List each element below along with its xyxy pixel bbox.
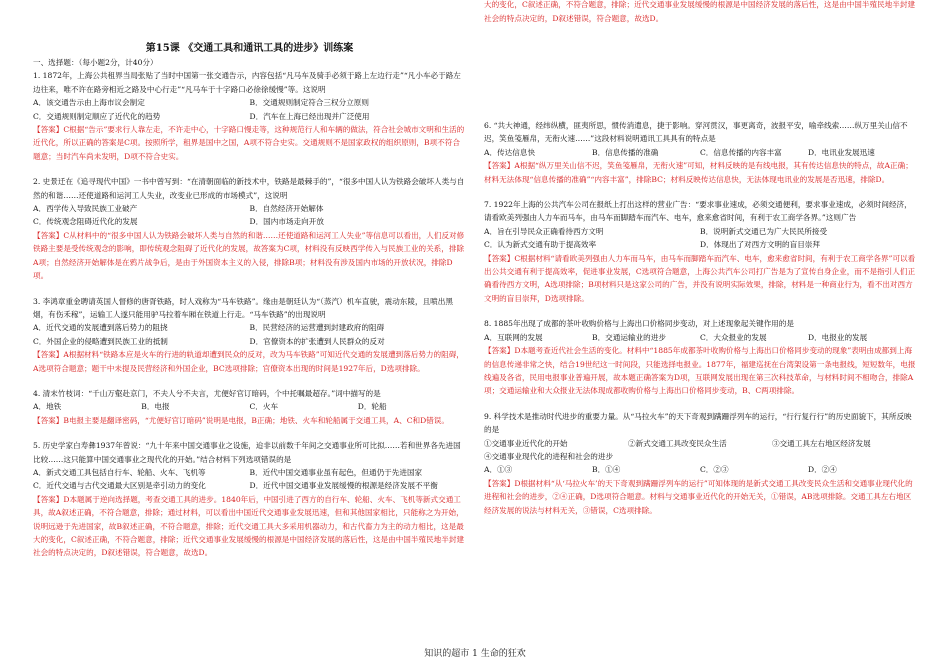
- option-b: B．①④: [592, 465, 621, 475]
- option-d: D．电报业的发展: [808, 332, 868, 342]
- question-6: [484, 119, 916, 186]
- options: [33, 321, 466, 348]
- option-a: A．该交通告示由上海市议会制定: [33, 98, 145, 108]
- option-b: B．说明新式交通已为广大民民所接受: [700, 226, 828, 236]
- statement-3: ③交通工具左右地区经济发展: [772, 438, 871, 448]
- option-b: B．电报: [141, 402, 170, 412]
- option-c: C．近代交通与古代交通最大区别是牵引动力的变化: [33, 481, 206, 491]
- answer-explanation: 【答案】D本题考查近代社会生活的变化。材料中“1885年成都茶叶收购价格与上海出口价格同步变动的现象”表明由成都到上海的信息传递非常之快，结合19世纪这一时间段，只能选择电报业。1877年，福建巡抚在台湾架设第一条电报线，短短数年，电报线遍及各省，民用电报事业普遍开展，故本题正确答案为D项，互联网发展出现在第三次科技革命，与材料时间不相吻合，排除A项；交通运输业和大众报业无法体现成都收购价格与上海出口价格同步变动，B、C两项排除。: [484, 346, 916, 396]
- option-b: B．近代中国交通事业虽有起色，但通仍于先进国家: [249, 467, 423, 477]
- question-stem: 1. 1872年，上海公共租界当局张贴了当时中国第一张交通告示，内容包括“凡马车及骑手必须于路上左边行走”“凡小车必于路左边往来，唯不许在路旁相近之路及中心行走”“凡马车于十字路口必徐徐缓慢”等。这说明: [33, 71, 461, 94]
- question-stem: 6. “共大神通，经纬纵横，匪夷所思，惯传消遣息，捷于影响。穿河贯汉，事更离奇，波报平安，喻牵线索……纵万里关山信不迟，笑鱼笺雁帛，无衔火速……”这段材料说明通讯工具具有的特点是: [484, 121, 908, 144]
- option-a: A．互联网的发展: [484, 332, 543, 342]
- option-d: D．轮船: [357, 402, 387, 412]
- option-c: C．传统观念阻碍近代化的发展: [33, 217, 138, 227]
- question-stem: 5. 历史学家白寿彝1937年曾说：“九十年来中国交通事业之设施，迨非以前数千年间之交通事业所可比拟……若和世界各先进国比较……这只能算中国交通事业之现代化的开始。”结合材料下列选项错误的是: [33, 441, 461, 464]
- answer-explanation: 【答案】B电报主要是翻译密码，“尤便好官订暗码”说明是电报，B正确；地铁、火车和轮船属于交通工具，A、C和D错误。: [33, 415, 449, 425]
- options: [484, 146, 916, 159]
- option-c: C．大众报业的发展: [700, 332, 767, 342]
- answer-explanation: 【答案】A根据“纵万里关山信不迟，笑鱼笺雁帛，无衔火速”可知，材料反映的是有线电报，其有传达信息快的特点，故A正确；材料无法体现“信息传播的准确”“内容丰富”，排除BC；材料反映传达信息快，无法体现电讯业的发展是否迅速，排除D。: [484, 161, 913, 184]
- option-c: C．信息传播的内容丰富: [700, 147, 782, 157]
- options: [33, 202, 466, 229]
- question-stem: 7. 1922年上海的公共汽车公司在报纸上打出这样的营业广告：“要求事业速成，必须交通便利，要求事业速成，必须时间经济，请看欧美列强由人力车而马车，由马车而脚踏车而汽车、电车，愈来愈省时间，有利于农工商学各界。”这则广告: [484, 200, 912, 223]
- page-footer: 知识的超市 1 生命的狂欢: [424, 649, 526, 659]
- question-5: [33, 439, 466, 558]
- question-1: [33, 69, 466, 163]
- question-3: [33, 295, 466, 375]
- option-a: A．新式交通工具包括自行车、轮船、火车、飞机等: [33, 467, 206, 477]
- options: [33, 466, 466, 493]
- answer-explanation-start: [33, 493, 466, 558]
- option-a: A．西学传入导致民族工业破产: [33, 204, 138, 214]
- option-d: D．近代中国交通事业发展缓慢的根源是经济发展不平衡: [249, 481, 438, 491]
- option-b: B．民营经济的运营遭到封建政府的阻碍: [249, 323, 385, 333]
- options: [484, 331, 916, 344]
- options: [484, 225, 916, 252]
- document-title: 第15课 《交通工具和通讯工具的进步》训练案: [145, 43, 354, 54]
- option-b: B．信息传播的准确: [592, 147, 659, 157]
- option-b: B．自然经济开始解体: [249, 204, 324, 214]
- option-c: C．②③: [700, 465, 729, 475]
- left-column: [33, 42, 466, 558]
- option-d: D．电讯业发展迅速: [808, 147, 875, 157]
- answer-continuation: [484, 0, 916, 107]
- option-c: C．认为新式交通有助于提高效率: [484, 240, 597, 250]
- statement-4: ④交通事业现代化的进程和社会的进步: [484, 451, 614, 461]
- statement-2: ②新式交通工具改变民众生活: [628, 438, 727, 448]
- answer-text-continued: 大的变化，C叙述正确，不符合题意，排除；近代交通事业发展缓慢的根源是中国经济发展的落后性，这是由中国半殖民地半封建社会的特点决定的，D叙述错误，符合题意，故选D。: [484, 0, 916, 23]
- options: [484, 463, 916, 476]
- option-c: C．火车: [249, 402, 279, 412]
- option-d: D．体现出了对西方文明的盲目崇拜: [700, 240, 820, 250]
- option-a: A．传达信息快: [484, 147, 536, 157]
- answer-explanation: 【答案】C根据“告示”要求行人靠左走，不许走中心，十字路口慢走等，这种规范行人和车辆的做法，符合社会城市文明和生活的近代化，所以正确的答案是C项。按照所学，租界是国中之国，A项不符合史实。交通规则不是国家政权的组织原则，B项不符合题意；当时汽车尚未发明，D项不符合史实。: [33, 125, 465, 161]
- option-a: A．地铁: [33, 402, 62, 412]
- question-stem: 4. 清末竹枝词：“千山万壑赴京门，不夫人兮不夫言，尤便好官订暗码，个中托嘱最超存。”词中描写的是: [33, 388, 381, 398]
- option-d: D．汽车在上海已经出现并广泛使用: [249, 111, 370, 121]
- option-a: A．近代交通的发展遭到落后势力的阻挠: [33, 323, 168, 333]
- answer-explanation: 【答案】C从材料中的“很多中国人认为铁路会破坏人类与自然的和谐……还使道路和运河工人失业”等信息可以看出，人们反对修铁路主要是受传统观念的影响，即传统观念阻碍了近代化的发展，故答案为C项，材料没有反映西学传入与民族工业的关系，排除A项；自然经济开始解体是在鸦片战争后，是由于外国资本主义的入侵，排除B项；材料没有涉及国内市场的开放状况，排除D项。: [33, 230, 465, 281]
- option-b: B．交通运输业的进步: [592, 332, 666, 342]
- question-stem: 9. 科学技术是推动时代进步的重要力量。从“马拉火车”的天下奇观到蹒跚浮列车的运行，“行行复行行”的历史面貌下，其所反映的是: [484, 411, 912, 435]
- options: [33, 96, 466, 123]
- answer-explanation: 【答案】D根据材料“从‘马拉火车’的天下奇观到蹒跚浮列车的运行”可知体现的是新式交通工具改变民众生活和交通事业现代化的进程和社会的进步，②④正确，D选项符合题意。材料与交通事业近代化的开始无关，①错误，AB选项排除。交通工具左右地区经济发展的说法与材料无关，③错误，C选项排除。: [484, 478, 913, 515]
- answer-text: 【答案】D本题属于逆向选择题，考查交通工具的进步。1840年后，中国引进了西方的自行车、轮船、火车、飞机等新式交通工具，故A叙述正确，不符合题意，排除；通过材料，可以看出中国近代交通事业发展迅速，但和其他国家相比，只能称之为开始，说明远逊于先进国家，故B叙述正确，不符合题意，排除；近代交通工具大多采用机器动力，和古代畜力为主的动力相比，这是最大的变化，C叙述正确，不符合题意，排除；近代交通事业发展缓慢的根源是中国经济发展的落后性，这是由中国半殖民地半封建社会的特点决定的，D叙述错误，符合题意，故选D。: [33, 494, 465, 558]
- answer-explanation: 【答案】A根据材料“铁路本应是火车的行进的轨道却遭到民众的反对，改为马车铁路”可知近代交通的发展遭到落后势力的阻碍，A选项符合题意；题干中未提及民营经济和外国企业，BC选项排除；官僚资本出现的时间是1927年后，D选项排除。: [33, 350, 464, 373]
- statement-1: ①交通事业近代化的开始: [484, 438, 568, 448]
- option-b: B．交通规则制定符合三权分立原则: [249, 98, 369, 108]
- question-9: [484, 410, 916, 517]
- question-2: [33, 175, 466, 282]
- answer-explanation: 【答案】C根据材料“请看欧美列强由人力车而马车，由马车而脚踏车而汽车、电车，愈来愈省时间，有利于农工商学各界”可以看出公共交通有利于提高效率，促进事业发展，C选项符合题意，上海公共汽车公司打广告是为了宣传自身企业，而不是指引人们正确看待西方文明，A选项排除；B项材料只是这家公司的广告，并没有说明实际效果，排除，材料是一种商业行为，看不出对西方文明的盲目崇拜，D选项排除。: [484, 253, 916, 303]
- question-8: [484, 317, 916, 397]
- question-stem: 8. 1885年出现了成都的茶叶收购价格与上海出口价格同步变动，对上述现象起关键作用的是: [484, 319, 794, 329]
- option-d: D．国内市场走向开放: [249, 217, 324, 227]
- question-stem: 3. 李鸿章重金聘请英国人督修的唐胥铁路，时人戏称为“马车铁路”。缘由是朝廷认为“（蒸汽）机车直驶，震动东陵，且喷出黑烟，有伤禾稼”，运输工人遂只能用驴马拉着车厢在铁道上行走。“马车铁路”的出现说明: [33, 296, 453, 319]
- statement-items: [484, 437, 916, 450]
- option-a: A．①③: [484, 465, 513, 475]
- question-4: [33, 387, 466, 427]
- option-d: D．②④: [808, 465, 837, 475]
- options: [33, 400, 466, 413]
- option-c: C．交通规则制定顺应了近代化的趋势: [33, 111, 161, 121]
- right-column: [484, 0, 916, 517]
- question-stem: 2. 史景迁在《追寻现代中国》一书中曾写到：“在清朝面临的新技术中，铁路是最棘手的”，“很多中国人认为铁路会破坏人类与自然的和谐……还使道路和运河工人失业，改变业已形成的市场模式”，这说明: [33, 177, 465, 200]
- option-d: D．官僚资本的扩张遭到人民群众的反对: [249, 336, 385, 346]
- option-a: A．旨在引导民众正确看待西方文明: [484, 226, 604, 236]
- section-heading: 一、选择题：（每小题2分，计40分）: [33, 58, 158, 67]
- question-7: [484, 198, 916, 305]
- option-c: C．外国企业的侵略遭到民族工业的抵制: [33, 336, 168, 346]
